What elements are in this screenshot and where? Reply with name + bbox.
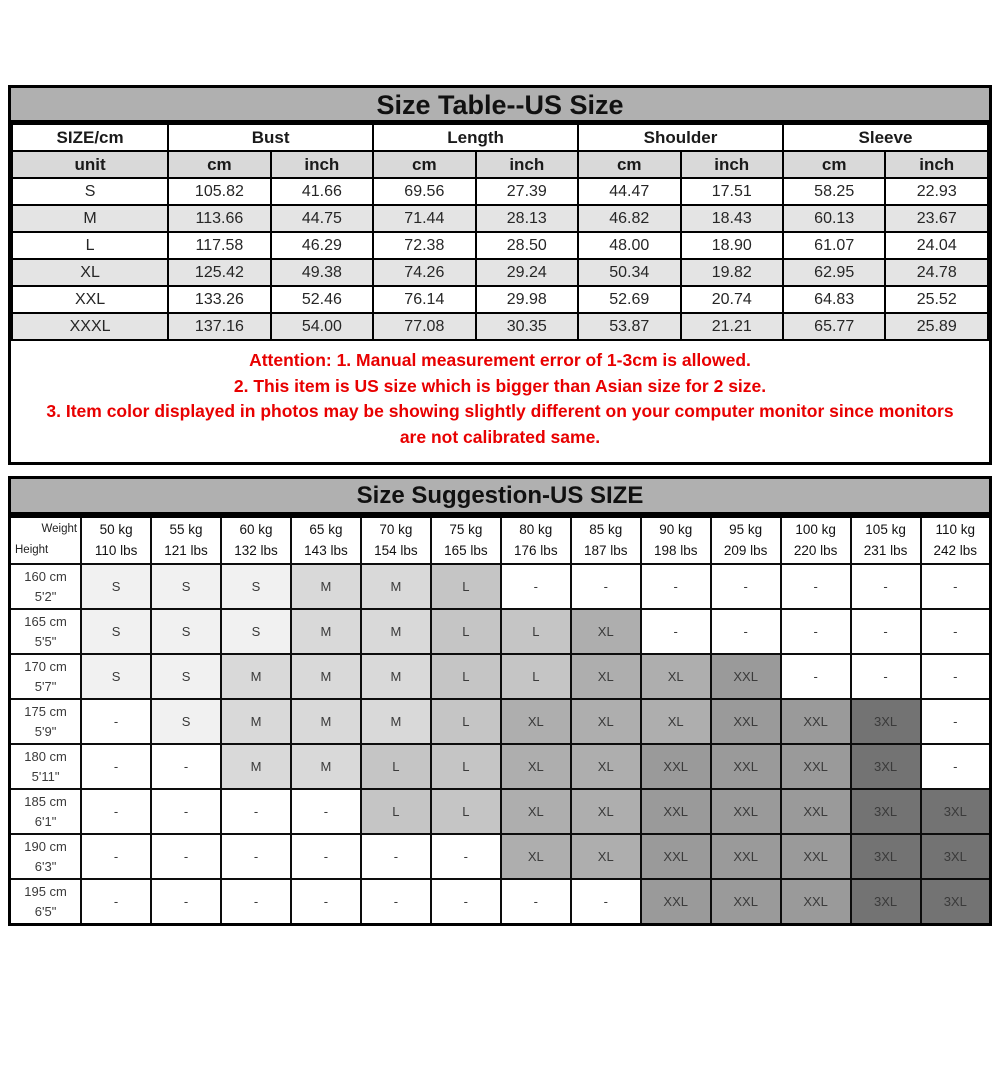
measure-value: 50.34 bbox=[578, 259, 680, 286]
height-ft-label: 5'5" bbox=[34, 633, 57, 649]
empty-cell: - bbox=[221, 789, 291, 834]
measure-value: 49.38 bbox=[271, 259, 373, 286]
weight-height-corner bbox=[10, 516, 82, 564]
measure-value: 72.38 bbox=[373, 232, 475, 259]
size-suggestion-cell: L bbox=[431, 789, 501, 834]
empty-cell: - bbox=[81, 879, 151, 924]
empty-cell: - bbox=[781, 564, 851, 609]
measure-value: 105.82 bbox=[168, 178, 270, 205]
height-cm-label: 185 cm bbox=[24, 794, 67, 810]
size-suggestion-cell: L bbox=[361, 789, 431, 834]
weight-header-cell bbox=[221, 516, 291, 564]
weight-kg-label: 105 kg bbox=[865, 521, 906, 537]
size-suggestion-cell: XXL bbox=[641, 744, 711, 789]
measure-value: 25.52 bbox=[885, 286, 988, 313]
empty-cell: - bbox=[641, 609, 711, 654]
size-suggestion-cell: M bbox=[361, 609, 431, 654]
size-suggestion-cell: M bbox=[361, 699, 431, 744]
empty-cell: - bbox=[151, 834, 221, 879]
size-suggestion-cell: XXL bbox=[641, 879, 711, 924]
size-suggestion-cell: M bbox=[221, 744, 291, 789]
size-suggestion-cell: S bbox=[221, 609, 291, 654]
empty-cell: - bbox=[851, 609, 921, 654]
empty-cell: - bbox=[431, 879, 501, 924]
measure-value: 46.82 bbox=[578, 205, 680, 232]
measure-value: 137.16 bbox=[168, 313, 270, 340]
weight-lbs-label: 242 lbs bbox=[933, 542, 978, 558]
measure-value: 22.93 bbox=[885, 178, 988, 205]
weight-kg-label: 95 kg bbox=[729, 521, 763, 537]
measure-value: 25.89 bbox=[885, 313, 988, 340]
size-unit-corner-header: SIZE/cm bbox=[12, 124, 168, 151]
weight-kg-label: 65 kg bbox=[309, 521, 343, 537]
weight-kg-label: 70 kg bbox=[379, 521, 413, 537]
weight-lbs-label: 143 lbs bbox=[304, 542, 348, 558]
size-label: XXL bbox=[12, 286, 168, 313]
unit-header: cm bbox=[168, 151, 270, 178]
size-suggestion-cell: XL bbox=[641, 654, 711, 699]
height-ft-label: 5'2" bbox=[34, 588, 57, 604]
measure-value: 62.95 bbox=[783, 259, 885, 286]
weight-kg-label: 50 kg bbox=[99, 521, 133, 537]
measure-value: 65.77 bbox=[783, 313, 885, 340]
size-label: M bbox=[12, 205, 168, 232]
weight-kg-label: 75 kg bbox=[449, 521, 483, 537]
size-suggestion-cell: M bbox=[291, 609, 361, 654]
height-cm-label: 160 cm bbox=[24, 569, 67, 585]
corner-height-label: Height bbox=[15, 543, 49, 556]
height-ft-label: 6'3" bbox=[34, 858, 57, 874]
measure-value: 48.00 bbox=[578, 232, 680, 259]
height-cm-label: 195 cm bbox=[24, 884, 67, 900]
measure-value: 64.83 bbox=[783, 286, 885, 313]
size-suggestion-cell: XL bbox=[501, 744, 571, 789]
measure-value: 77.08 bbox=[373, 313, 475, 340]
weight-header-cell bbox=[291, 516, 361, 564]
size-suggestion-cell: 3XL bbox=[851, 699, 921, 744]
measure-value: 46.29 bbox=[271, 232, 373, 259]
size-suggestion-cell: XXL bbox=[641, 789, 711, 834]
height-ft-label: 5'7" bbox=[34, 678, 57, 694]
size-suggestion-cell: XXL bbox=[781, 834, 851, 879]
unit-header: inch bbox=[476, 151, 578, 178]
measure-group-header: Sleeve bbox=[783, 124, 988, 151]
measure-value: 19.82 bbox=[681, 259, 783, 286]
weight-header-cell bbox=[921, 516, 991, 564]
empty-cell: - bbox=[921, 654, 991, 699]
measure-value: 28.13 bbox=[476, 205, 578, 232]
size-suggestion-cell: XL bbox=[571, 744, 641, 789]
size-label: L bbox=[12, 232, 168, 259]
weight-header-cell bbox=[431, 516, 501, 564]
size-suggestion-cell: XXL bbox=[711, 699, 781, 744]
size-suggestion-cell: M bbox=[291, 654, 361, 699]
empty-cell: - bbox=[81, 699, 151, 744]
size-suggestion-cell: XXL bbox=[641, 834, 711, 879]
weight-header-cell bbox=[81, 516, 151, 564]
weight-lbs-label: 198 lbs bbox=[653, 542, 698, 558]
empty-cell: - bbox=[571, 564, 641, 609]
measure-group-header: Length bbox=[373, 124, 578, 151]
height-header-cell bbox=[10, 744, 82, 789]
size-suggestion-cell: S bbox=[81, 609, 151, 654]
weight-kg-label: 60 kg bbox=[239, 521, 273, 537]
weight-header-cell bbox=[571, 516, 641, 564]
weight-lbs-label: 154 lbs bbox=[374, 542, 418, 558]
size-suggestion-cell: L bbox=[501, 654, 571, 699]
attention-line-2: 2. This item is US size which is bigger than Asian size for 2 size. bbox=[233, 375, 767, 396]
size-suggestion-cell: XL bbox=[641, 699, 711, 744]
size-suggestion-cell: S bbox=[221, 564, 291, 609]
empty-cell: - bbox=[151, 879, 221, 924]
size-suggestion-cell: 3XL bbox=[851, 879, 921, 924]
size-table-section bbox=[8, 85, 992, 465]
size-label: XXXL bbox=[12, 313, 168, 340]
weight-kg-label: 85 kg bbox=[589, 521, 623, 537]
size-suggestion-cell: XL bbox=[571, 654, 641, 699]
height-header-cell bbox=[10, 834, 82, 879]
size-suggestion-cell: XL bbox=[501, 834, 571, 879]
empty-cell: - bbox=[151, 789, 221, 834]
size-suggestion-cell: S bbox=[151, 699, 221, 744]
weight-lbs-label: 187 lbs bbox=[583, 542, 628, 558]
empty-cell: - bbox=[291, 834, 361, 879]
size-suggestion-cell: L bbox=[431, 564, 501, 609]
measure-value: 74.26 bbox=[373, 259, 475, 286]
size-suggestion-cell: XXL bbox=[711, 744, 781, 789]
height-header-cell bbox=[10, 609, 82, 654]
empty-cell: - bbox=[711, 564, 781, 609]
empty-cell: - bbox=[291, 789, 361, 834]
height-cm-label: 165 cm bbox=[24, 614, 67, 630]
size-suggestion-cell: XXL bbox=[711, 879, 781, 924]
size-suggestion-cell: L bbox=[501, 609, 571, 654]
measure-value: 113.66 bbox=[168, 205, 270, 232]
empty-cell: - bbox=[641, 564, 711, 609]
size-suggestion-cell: XL bbox=[501, 699, 571, 744]
measure-value: 44.47 bbox=[578, 178, 680, 205]
measure-value: 125.42 bbox=[168, 259, 270, 286]
empty-cell: - bbox=[221, 834, 291, 879]
measure-value: 29.24 bbox=[476, 259, 578, 286]
measure-value: 18.90 bbox=[681, 232, 783, 259]
height-cm-label: 170 cm bbox=[24, 659, 67, 675]
size-suggestion-cell: XXL bbox=[781, 699, 851, 744]
size-suggestion-cell: XL bbox=[571, 789, 641, 834]
empty-cell: - bbox=[921, 564, 991, 609]
empty-cell: - bbox=[361, 879, 431, 924]
empty-cell: - bbox=[501, 564, 571, 609]
weight-lbs-label: 220 lbs bbox=[793, 542, 838, 558]
measure-value: 21.21 bbox=[681, 313, 783, 340]
size-suggestion-cell: XL bbox=[571, 834, 641, 879]
weight-kg-label: 90 kg bbox=[659, 521, 693, 537]
size-suggestion-cell: XXL bbox=[711, 789, 781, 834]
measure-value: 28.50 bbox=[476, 232, 578, 259]
height-ft-label: 5'9" bbox=[34, 723, 57, 739]
weight-kg-label: 110 kg bbox=[935, 521, 976, 537]
weight-header-cell bbox=[501, 516, 571, 564]
size-suggestion-cell: L bbox=[431, 699, 501, 744]
size-suggestion-cell: L bbox=[431, 609, 501, 654]
size-suggestion-cell: M bbox=[291, 564, 361, 609]
height-header-cell bbox=[10, 564, 82, 609]
attention-line-1: Attention: 1. Manual measurement error of 1-3cm is allowed. bbox=[249, 350, 751, 370]
empty-cell: - bbox=[851, 564, 921, 609]
size-suggestion-cell: 3XL bbox=[921, 789, 991, 834]
size-suggestion-cell: XL bbox=[571, 609, 641, 654]
weight-header-cell bbox=[711, 516, 781, 564]
unit-header: inch bbox=[885, 151, 988, 178]
weight-kg-label: 100 kg bbox=[795, 521, 836, 537]
weight-lbs-label: 165 lbs bbox=[444, 542, 488, 558]
measure-value: 52.69 bbox=[578, 286, 680, 313]
empty-cell: - bbox=[81, 744, 151, 789]
empty-cell: - bbox=[151, 744, 221, 789]
measure-value: 60.13 bbox=[783, 205, 885, 232]
measure-value: 117.58 bbox=[168, 232, 270, 259]
empty-cell: - bbox=[361, 834, 431, 879]
size-suggestion-cell: S bbox=[81, 654, 151, 699]
weight-kg-label: 55 kg bbox=[169, 521, 203, 537]
size-suggestion-cell: L bbox=[431, 654, 501, 699]
weight-header-cell bbox=[641, 516, 711, 564]
size-suggestion-cell: XXL bbox=[781, 744, 851, 789]
measure-value: 24.04 bbox=[885, 232, 988, 259]
measure-value: 69.56 bbox=[373, 178, 475, 205]
measure-value: 30.35 bbox=[476, 313, 578, 340]
size-suggestion-cell: XXL bbox=[711, 834, 781, 879]
measure-value: 20.74 bbox=[681, 286, 783, 313]
measure-value: 52.46 bbox=[271, 286, 373, 313]
height-cm-label: 180 cm bbox=[24, 749, 67, 765]
size-chart-page bbox=[8, 85, 992, 926]
unit-label: unit bbox=[12, 151, 168, 178]
size-suggestion-cell: M bbox=[291, 699, 361, 744]
size-suggestion-cell: M bbox=[361, 654, 431, 699]
measure-value: 17.51 bbox=[681, 178, 783, 205]
empty-cell: - bbox=[81, 834, 151, 879]
size-suggestion-cell: 3XL bbox=[851, 834, 921, 879]
size-suggestion-section bbox=[8, 476, 992, 926]
measure-value: 54.00 bbox=[271, 313, 373, 340]
measure-group-header: Bust bbox=[168, 124, 373, 151]
weight-header-cell bbox=[151, 516, 221, 564]
corner-weight-label: Weight bbox=[41, 522, 78, 535]
height-cm-label: 175 cm bbox=[24, 704, 67, 720]
measure-value: 27.39 bbox=[476, 178, 578, 205]
unit-header: cm bbox=[578, 151, 680, 178]
size-suggestion-cell: XXL bbox=[781, 879, 851, 924]
measure-value: 44.75 bbox=[271, 205, 373, 232]
size-suggestion-cell: M bbox=[291, 744, 361, 789]
weight-lbs-label: 176 lbs bbox=[514, 542, 558, 558]
weight-kg-label: 80 kg bbox=[519, 521, 553, 537]
unit-header: inch bbox=[681, 151, 783, 178]
size-suggestion-cell: S bbox=[151, 609, 221, 654]
size-suggestion-cell: M bbox=[221, 654, 291, 699]
size-table bbox=[11, 123, 989, 341]
weight-header-cell bbox=[851, 516, 921, 564]
size-label: XL bbox=[12, 259, 168, 286]
unit-header: inch bbox=[271, 151, 373, 178]
measure-value: 133.26 bbox=[168, 286, 270, 313]
attention-line-3: 3. Item color displayed in photos may be showing slightly different on your computer monitor since monitors bbox=[46, 401, 954, 422]
measure-value: 41.66 bbox=[271, 178, 373, 205]
size-suggestion-cell: L bbox=[431, 744, 501, 789]
size-suggestion-cell: XXL bbox=[781, 789, 851, 834]
height-ft-label: 6'1" bbox=[34, 813, 57, 829]
height-ft-label: 6'5" bbox=[34, 903, 57, 919]
empty-cell: - bbox=[921, 609, 991, 654]
attention-text bbox=[11, 341, 989, 462]
empty-cell: - bbox=[711, 609, 781, 654]
size-suggestion-cell: XL bbox=[571, 699, 641, 744]
weight-lbs-label: 209 lbs bbox=[723, 542, 768, 558]
size-suggestion-cell: S bbox=[151, 654, 221, 699]
empty-cell: - bbox=[921, 744, 991, 789]
empty-cell: - bbox=[221, 879, 291, 924]
size-suggestion-cell: M bbox=[221, 699, 291, 744]
size-suggestion-table bbox=[8, 515, 992, 926]
weight-lbs-label: 132 lbs bbox=[234, 542, 278, 558]
empty-cell: - bbox=[501, 879, 571, 924]
weight-lbs-label: 121 lbs bbox=[164, 542, 208, 558]
measure-value: 76.14 bbox=[373, 286, 475, 313]
unit-header: cm bbox=[373, 151, 475, 178]
size-label: S bbox=[12, 178, 168, 205]
measure-value: 71.44 bbox=[373, 205, 475, 232]
height-header-cell bbox=[10, 699, 82, 744]
empty-cell: - bbox=[781, 609, 851, 654]
height-cm-label: 190 cm bbox=[24, 839, 67, 855]
size-suggestion-cell: 3XL bbox=[851, 744, 921, 789]
size-suggestion-title: Size Suggestion-US SIZE bbox=[8, 476, 992, 515]
measure-value: 58.25 bbox=[783, 178, 885, 205]
size-suggestion-cell: M bbox=[361, 564, 431, 609]
weight-lbs-label: 110 lbs bbox=[94, 542, 138, 558]
size-suggestion-cell: L bbox=[361, 744, 431, 789]
measure-value: 53.87 bbox=[578, 313, 680, 340]
measure-value: 61.07 bbox=[783, 232, 885, 259]
empty-cell: - bbox=[851, 654, 921, 699]
height-ft-label: 5'11" bbox=[31, 768, 60, 784]
empty-cell: - bbox=[81, 789, 151, 834]
size-table-title: Size Table--US Size bbox=[11, 88, 989, 123]
weight-header-cell bbox=[361, 516, 431, 564]
height-header-cell bbox=[10, 789, 82, 834]
size-suggestion-cell: XXL bbox=[711, 654, 781, 699]
size-suggestion-cell: 3XL bbox=[921, 879, 991, 924]
measure-value: 29.98 bbox=[476, 286, 578, 313]
height-header-cell bbox=[10, 654, 82, 699]
size-suggestion-cell: XL bbox=[501, 789, 571, 834]
size-suggestion-cell: 3XL bbox=[921, 834, 991, 879]
empty-cell: - bbox=[431, 834, 501, 879]
weight-lbs-label: 231 lbs bbox=[863, 542, 908, 558]
empty-cell: - bbox=[921, 699, 991, 744]
size-suggestion-cell: 3XL bbox=[851, 789, 921, 834]
size-suggestion-cell: S bbox=[151, 564, 221, 609]
measure-value: 24.78 bbox=[885, 259, 988, 286]
empty-cell: - bbox=[291, 879, 361, 924]
weight-header-cell bbox=[781, 516, 851, 564]
height-header-cell bbox=[10, 879, 82, 924]
size-suggestion-cell: S bbox=[81, 564, 151, 609]
measure-value: 18.43 bbox=[681, 205, 783, 232]
unit-header: cm bbox=[783, 151, 885, 178]
attention-line-4: are not calibrated same. bbox=[399, 427, 601, 448]
measure-group-header: Shoulder bbox=[578, 124, 783, 151]
measure-value: 23.67 bbox=[885, 205, 988, 232]
empty-cell: - bbox=[781, 654, 851, 699]
empty-cell: - bbox=[571, 879, 641, 924]
